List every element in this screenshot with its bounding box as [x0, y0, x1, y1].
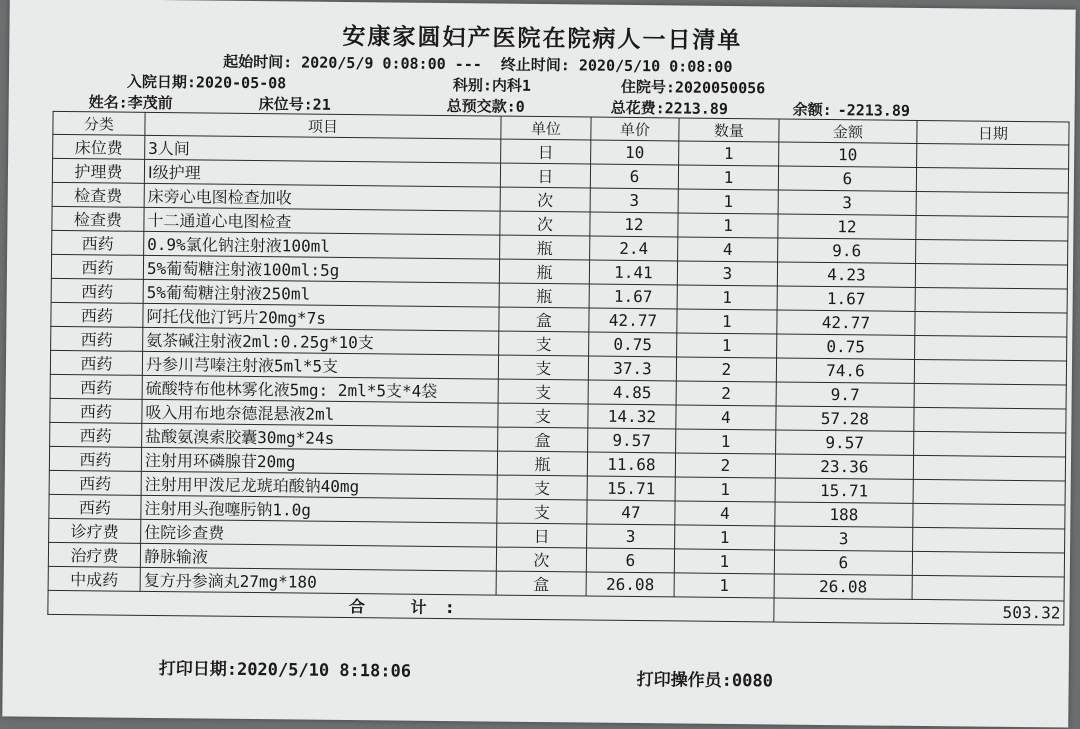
inpatient-number-value: 2020050056	[674, 78, 766, 98]
cell-qty: 4	[678, 237, 778, 262]
cell-date	[916, 168, 1068, 194]
cell-price: 14.32	[588, 404, 676, 429]
cell-qty: 1	[678, 189, 778, 214]
inpatient-number	[621, 76, 766, 99]
cell-date	[915, 264, 1067, 290]
print-date	[159, 654, 411, 682]
cell-date	[912, 552, 1064, 578]
cell-date	[916, 240, 1068, 266]
cell-unit: 支	[499, 331, 589, 356]
print-operator	[637, 665, 773, 691]
cell-amount: 10	[779, 142, 917, 167]
bed-number	[259, 93, 331, 115]
cell-price: 37.3	[588, 356, 676, 381]
cell-qty: 3	[677, 261, 777, 286]
cell-qty: 2	[676, 381, 776, 406]
cell-price: 2.4	[590, 236, 678, 261]
print-operator-label: 打印操作员:	[636, 670, 733, 692]
cell-unit: 日	[497, 523, 587, 548]
col-header-qty: 数量	[679, 118, 779, 142]
cell-price: 47	[587, 500, 675, 525]
cell-price: 4.85	[588, 380, 676, 405]
cell-category: 西药	[51, 327, 143, 352]
cell-item: 床旁心电图检查加收	[144, 184, 500, 212]
cell-item: 注射用头孢噻肟钠1.0g	[141, 496, 497, 524]
cell-category: 西药	[50, 375, 142, 400]
cell-price: 12	[590, 212, 678, 237]
cell-unit: 支	[498, 379, 588, 404]
print-date-value: 2020/5/10 8:18:06	[236, 659, 412, 682]
cell-item: 十二通道心电图检查	[144, 208, 500, 236]
cell-category: 西药	[49, 447, 141, 472]
cell-price: 42.77	[589, 308, 677, 333]
cell-qty: 1	[678, 213, 778, 238]
cell-unit: 盒	[498, 427, 588, 452]
cell-qty: 1	[674, 549, 774, 574]
admit-date-value: 2020-05-08	[195, 73, 287, 93]
total-cost-label: 总花费:	[610, 98, 665, 118]
cell-amount: 3	[775, 526, 913, 551]
cell-unit: 支	[497, 475, 587, 500]
cell-qty: 1	[677, 285, 777, 310]
cell-unit: 次	[500, 211, 590, 236]
cell-date	[915, 336, 1067, 362]
patient-name-label: 姓名:	[88, 93, 128, 112]
cell-item: 5%葡萄糖注射液250ml	[143, 280, 499, 308]
cell-price: 15.71	[587, 476, 675, 501]
col-header-item: 项目	[145, 112, 501, 139]
cell-item: 3人间	[145, 136, 501, 164]
col-header-price: 单价	[591, 117, 679, 141]
cell-unit: 次	[496, 547, 586, 572]
bed-number-label: 床位号:	[258, 95, 313, 114]
cell-date	[913, 504, 1065, 530]
cell-category: 西药	[52, 231, 144, 256]
cell-item: 阿托伐他汀钙片20mg*7s	[143, 304, 499, 332]
cell-date	[915, 312, 1067, 338]
col-header-amount: 金额	[779, 119, 917, 144]
cell-category: 西药	[51, 255, 143, 280]
cell-date	[916, 192, 1068, 218]
cell-item: 静脉输液	[140, 544, 496, 572]
cell-qty: 4	[676, 405, 776, 430]
cell-date	[914, 432, 1066, 458]
cell-price: 1.67	[589, 284, 677, 309]
cell-date	[912, 576, 1064, 602]
cell-qty: 1	[675, 525, 775, 550]
start-time-value: 2020/5/9 0:08:00	[301, 53, 446, 74]
cell-unit: 瓶	[500, 235, 590, 260]
cell-qty: 1	[679, 141, 779, 166]
cell-qty: 1	[675, 477, 775, 502]
cell-price: 3	[587, 524, 675, 549]
cell-category: 检查费	[52, 183, 144, 208]
cell-unit: 盒	[496, 571, 586, 596]
cell-item: Ⅰ级护理	[144, 160, 500, 188]
department-label: 科别:	[452, 76, 493, 95]
admit-date-label: 入院日期:	[126, 72, 197, 92]
cell-item: 硫酸特布他林雾化液5mg: 2ml*5支*4袋	[142, 376, 498, 404]
start-time-label: 起始时间:	[223, 52, 293, 72]
cell-date	[914, 360, 1066, 386]
col-header-date: 日期	[917, 120, 1069, 145]
print-operator-value: 0080	[731, 671, 773, 692]
cell-amount: 6	[774, 550, 912, 575]
cell-item: 复方丹参滴丸27mg*180	[140, 568, 496, 596]
cell-date	[916, 216, 1068, 242]
bill-paper	[2, 0, 1075, 728]
cell-unit: 日	[501, 139, 591, 164]
cell-amount: 9.7	[776, 382, 914, 407]
cell-unit: 次	[500, 187, 590, 212]
cell-unit: 支	[498, 403, 588, 428]
cell-amount: 12	[778, 214, 916, 239]
cell-date	[913, 456, 1065, 482]
cell-amount: 0.75	[777, 334, 915, 359]
cell-price: 9.57	[588, 428, 676, 453]
cell-unit: 日	[500, 163, 590, 188]
total-label: 合 计:	[48, 591, 774, 623]
cell-category: 西药	[49, 471, 141, 496]
cell-amount: 26.08	[774, 574, 912, 599]
balance-label: 余额:	[792, 100, 832, 120]
cell-price: 3	[590, 188, 678, 213]
cell-qty: 1	[677, 309, 777, 334]
cell-item: 氨茶碱注射液2ml:0.25g*10支	[143, 328, 499, 356]
cell-price: 6	[586, 548, 674, 573]
department	[453, 74, 531, 96]
cell-category: 中成药	[48, 567, 140, 592]
document-title: 安康家圆妇产医院在院病人一日清单	[342, 23, 743, 55]
cell-unit: 盒	[499, 307, 589, 332]
cell-amount: 1.67	[777, 286, 915, 311]
cell-category: 治疗费	[48, 543, 140, 568]
cell-category: 床位费	[53, 135, 145, 160]
bed-number-value: 21	[312, 95, 331, 114]
cell-unit: 瓶	[499, 283, 589, 308]
cell-qty: 4	[675, 501, 775, 526]
end-time-label: 终止时间:	[500, 55, 570, 75]
time-separator: ---	[454, 55, 482, 74]
cell-item: 盐酸氨溴索胶囊30mg*24s	[142, 424, 498, 452]
cell-amount: 3	[778, 190, 916, 215]
cell-price: 1.41	[589, 260, 677, 285]
balance-value: -2213.89	[837, 101, 911, 120]
cell-amount: 15.71	[775, 478, 913, 503]
cell-category: 西药	[49, 495, 141, 520]
total-deposit-label: 总预交款:	[446, 97, 516, 116]
total-cost	[611, 97, 728, 119]
cell-price: 11.68	[587, 452, 675, 477]
cell-amount: 74.6	[776, 358, 914, 383]
cell-qty: 1	[674, 573, 774, 598]
admit-date	[127, 71, 287, 94]
cell-unit: 瓶	[499, 259, 589, 284]
cell-item: 吸入用布地奈德混悬液2ml	[142, 400, 498, 428]
cell-item: 丹参川芎嗪注射液5ml*5支	[142, 352, 498, 380]
cell-unit: 支	[498, 355, 588, 380]
cell-qty: 1	[678, 165, 778, 190]
total-cost-value: 2213.89	[664, 99, 729, 118]
cell-item: 住院诊查费	[141, 520, 497, 548]
cell-category: 西药	[50, 423, 142, 448]
cell-date	[917, 144, 1069, 170]
print-date-label: 打印日期:	[158, 659, 238, 680]
cell-date	[913, 528, 1065, 554]
cell-category: 西药	[50, 351, 142, 376]
cell-item: 注射用环磷腺苷20mg	[141, 448, 497, 476]
cell-price: 10	[591, 140, 679, 165]
cell-item: 5%葡萄糖注射液100ml:5g	[143, 256, 499, 284]
total-deposit	[447, 95, 525, 117]
cell-amount: 9.6	[778, 238, 916, 263]
cell-amount: 4.23	[777, 262, 915, 287]
cell-amount: 9.57	[776, 430, 914, 455]
cell-date	[913, 480, 1065, 506]
inpatient-number-label: 住院号:	[620, 77, 676, 97]
col-header-unit: 单位	[501, 116, 591, 140]
patient-name	[89, 91, 173, 113]
total-value: 503.32	[774, 598, 1064, 625]
cell-price: 0.75	[589, 332, 677, 357]
balance	[793, 99, 910, 121]
cell-date	[915, 288, 1067, 314]
start-time-line	[223, 51, 733, 77]
cell-unit: 支	[497, 499, 587, 524]
cell-category: 护理费	[52, 159, 144, 184]
bill-table	[47, 111, 1069, 626]
cell-amount: 57.28	[776, 406, 914, 431]
cell-price: 26.08	[586, 572, 674, 597]
cell-item: 注射用甲泼尼龙琥珀酸钠40mg	[141, 472, 497, 500]
cell-amount: 6	[778, 166, 916, 191]
cell-amount: 188	[775, 502, 913, 527]
cell-qty: 1	[676, 429, 776, 454]
cell-date	[914, 384, 1066, 410]
cell-qty: 2	[676, 357, 776, 382]
cell-price: 6	[590, 164, 678, 189]
cell-category: 检查费	[52, 207, 144, 232]
cell-amount: 23.36	[775, 454, 913, 479]
patient-name-value: 李茂前	[127, 93, 173, 113]
cell-category: 西药	[50, 399, 142, 424]
cell-category: 西药	[51, 279, 143, 304]
cell-qty: 2	[675, 453, 775, 478]
cell-unit: 瓶	[497, 451, 587, 476]
col-header-category: 分类	[53, 111, 145, 135]
end-time-value: 2020/5/10 0:08:00	[578, 56, 733, 77]
cell-category: 西药	[51, 303, 143, 328]
total-deposit-value: 0	[515, 97, 525, 116]
cell-category: 诊疗费	[49, 519, 141, 544]
cell-date	[914, 408, 1066, 434]
cell-amount: 42.77	[777, 310, 915, 335]
cell-item: 0.9%氯化钠注射液100ml	[144, 232, 500, 260]
department-value: 内科1	[491, 76, 532, 95]
cell-qty: 1	[677, 333, 777, 358]
